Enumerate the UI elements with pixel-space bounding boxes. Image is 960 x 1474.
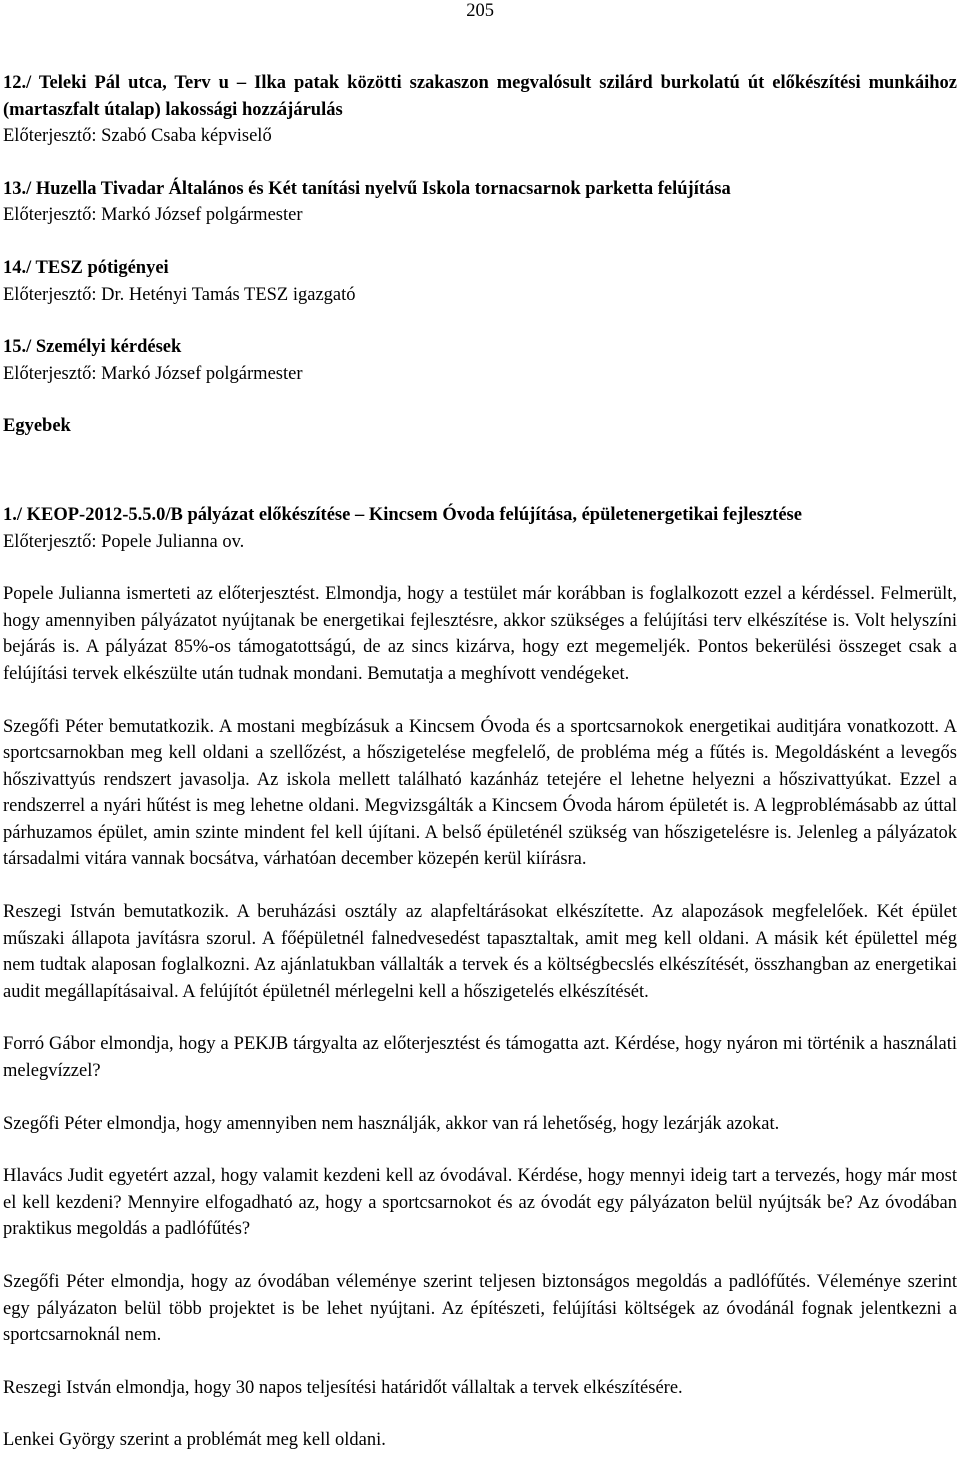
agenda-item-13: [3, 176, 957, 229]
agenda-item-presenter: Előterjesztő: Dr. Hetényi Tamás TESZ igazgató: [3, 284, 356, 305]
document-body: [3, 70, 957, 1454]
discussion-paragraph: Forró Gábor elmondja, hogy a PEKJB tárgyalta az előterjesztést és támogatta azt. Kérdése, hogy nyáron mi történik a használati melegvízzel?: [3, 1034, 957, 1082]
page-number: 205: [466, 1, 494, 21]
discussion-paragraph: Szegőfi Péter bemutatkozik. A mostani megbízásuk a Kincsem Óvoda és a sportcsarnokok energetikai auditjára vonatkozott. A sportcsarnokban meg kell oldani a szellőzést, a hőszigetelése megfelelő, de probléma még a fűtés is. Megoldásként a levegős hőszivattyús rendszert javasolja. Az iskola mellett található kazánház tetejére el lehetne helyezni a hőszivattyúkat. Ezzel a rendszerrel a nyári hűtést is meg lehetne oldani. Megvizsgálták a Kincsem Óvoda három épületét is. A legproblémásabb az úttal párhuzamos épület, amin szinte mindent fel kell újítani. A belső épületénél szükség van hőszigetelésre is. Jelenleg a pályázatok társadalmi vitára vannak bocsátva, várhatóan december közepén kerül kiírásra.: [3, 716, 957, 870]
discussion-item-heading: [3, 502, 957, 555]
discussion-paragraph: Reszegi István bemutatkozik. A beruházási osztály az alapfeltárásokat elkészítette. Az alapozások megfelelőek. Két épület műszaki állapota javításra szorul. A főépületnél falnedvesedést tapasztaltak, amit meg kell oldani. A másik két épülettel még nem tudtak alaposan foglalkozni. Az ajánlatukban vállalták a tervek és a költségbecslés elkészítését, összhangban az energetikai audit megállapításaival. A felújítót épületnél mérlegelni kell a hőszigetelés elkészítését.: [3, 902, 957, 1002]
agenda-item-presenter: Előterjesztő: Markó József polgármester: [3, 205, 303, 226]
agenda-item-12: [3, 70, 957, 150]
discussion-paragraph: Popele Julianna ismerteti az előterjesztést. Elmondja, hogy a testület már korábban is foglalkozott ezzel a kérdéssel. Felmerült, hogy amennyiben pályázatot nyújtanak be energetikai fejlesztésre, akkor szükséges a felújítási terv elkészítése is. Volt helyszíni bejárás is. A pályázat 85%-os támogatottságú, de az sincs kizárva, hogy ezt megemeljék. Pontos bekerülési összeget csak a felújítási tervek elkészülte után tudnak mondani. Bemutatja a meghívott vendégeket.: [3, 584, 957, 684]
agenda-item-title: 14./ TESZ pótigényei: [3, 257, 169, 278]
agenda-item-title: 12./ Teleki Pál utca, Terv u – Ilka patak közötti szakaszon megvalósult szilárd burkolatú út előkészítési munkáihoz (martaszfalt útalap) lakossági hozzájárulás: [3, 73, 957, 120]
discussion-paragraph: Reszegi István elmondja, hogy 30 napos teljesítési határidőt vállaltak a tervek elkészítésére.: [3, 1377, 683, 1398]
agenda-item-title: 13./ Huzella Tivadar Általános és Két tanítási nyelvű Iskola tornacsarnok parketta felújítása: [3, 178, 731, 199]
discussion-paragraph: Szegőfi Péter elmondja, hogy az óvodában véleménye szerint teljesen biztonságos megoldás a padlófűtés. Véleménye szerint egy pályázaton belül több projektet is be lehet nyújtani. Az építészeti, felújítási költségek az óvodánál fognak jelentkezni a sportcsarnoknál nem.: [3, 1272, 957, 1346]
agenda-item-presenter: Előterjesztő: Markó József polgármester: [3, 363, 303, 384]
agenda-item-14: [3, 255, 957, 308]
discussion-paragraph: Hlavács Judit egyetért azzal, hogy valamit kezdeni kell az óvodával. Kérdése, hogy mennyi ideig tart a tervezés, hogy már most el kell kezdeni? Mennyire elfogadható az, hogy a sportcsarnokot és az óvodát egy pályázaton belül nyújtsák be? Az óvodában praktikus megoldás a padlófűtés?: [3, 1166, 957, 1240]
discussion-item-presenter: Előterjesztő: Popele Julianna ov.: [3, 531, 245, 552]
discussion-paragraph: Szegőfi Péter elmondja, hogy amennyiben nem használják, akkor van rá lehetőség, hogy lezárják azokat.: [3, 1113, 780, 1134]
other-section-heading: Egyebek: [3, 416, 71, 437]
agenda-item-title: 15./ Személyi kérdések: [3, 337, 182, 358]
discussion-item-title: 1./ KEOP-2012-5.5.0/B pályázat előkészítése – Kincsem Óvoda felújítása, épületenergetikai fejlesztése: [3, 504, 802, 525]
agenda-item-presenter: Előterjesztő: Szabó Csaba képviselő: [3, 126, 272, 147]
discussion-paragraph: Lenkei György szerint a problémát meg kell oldani.: [3, 1430, 386, 1451]
agenda-item-15: [3, 334, 957, 387]
